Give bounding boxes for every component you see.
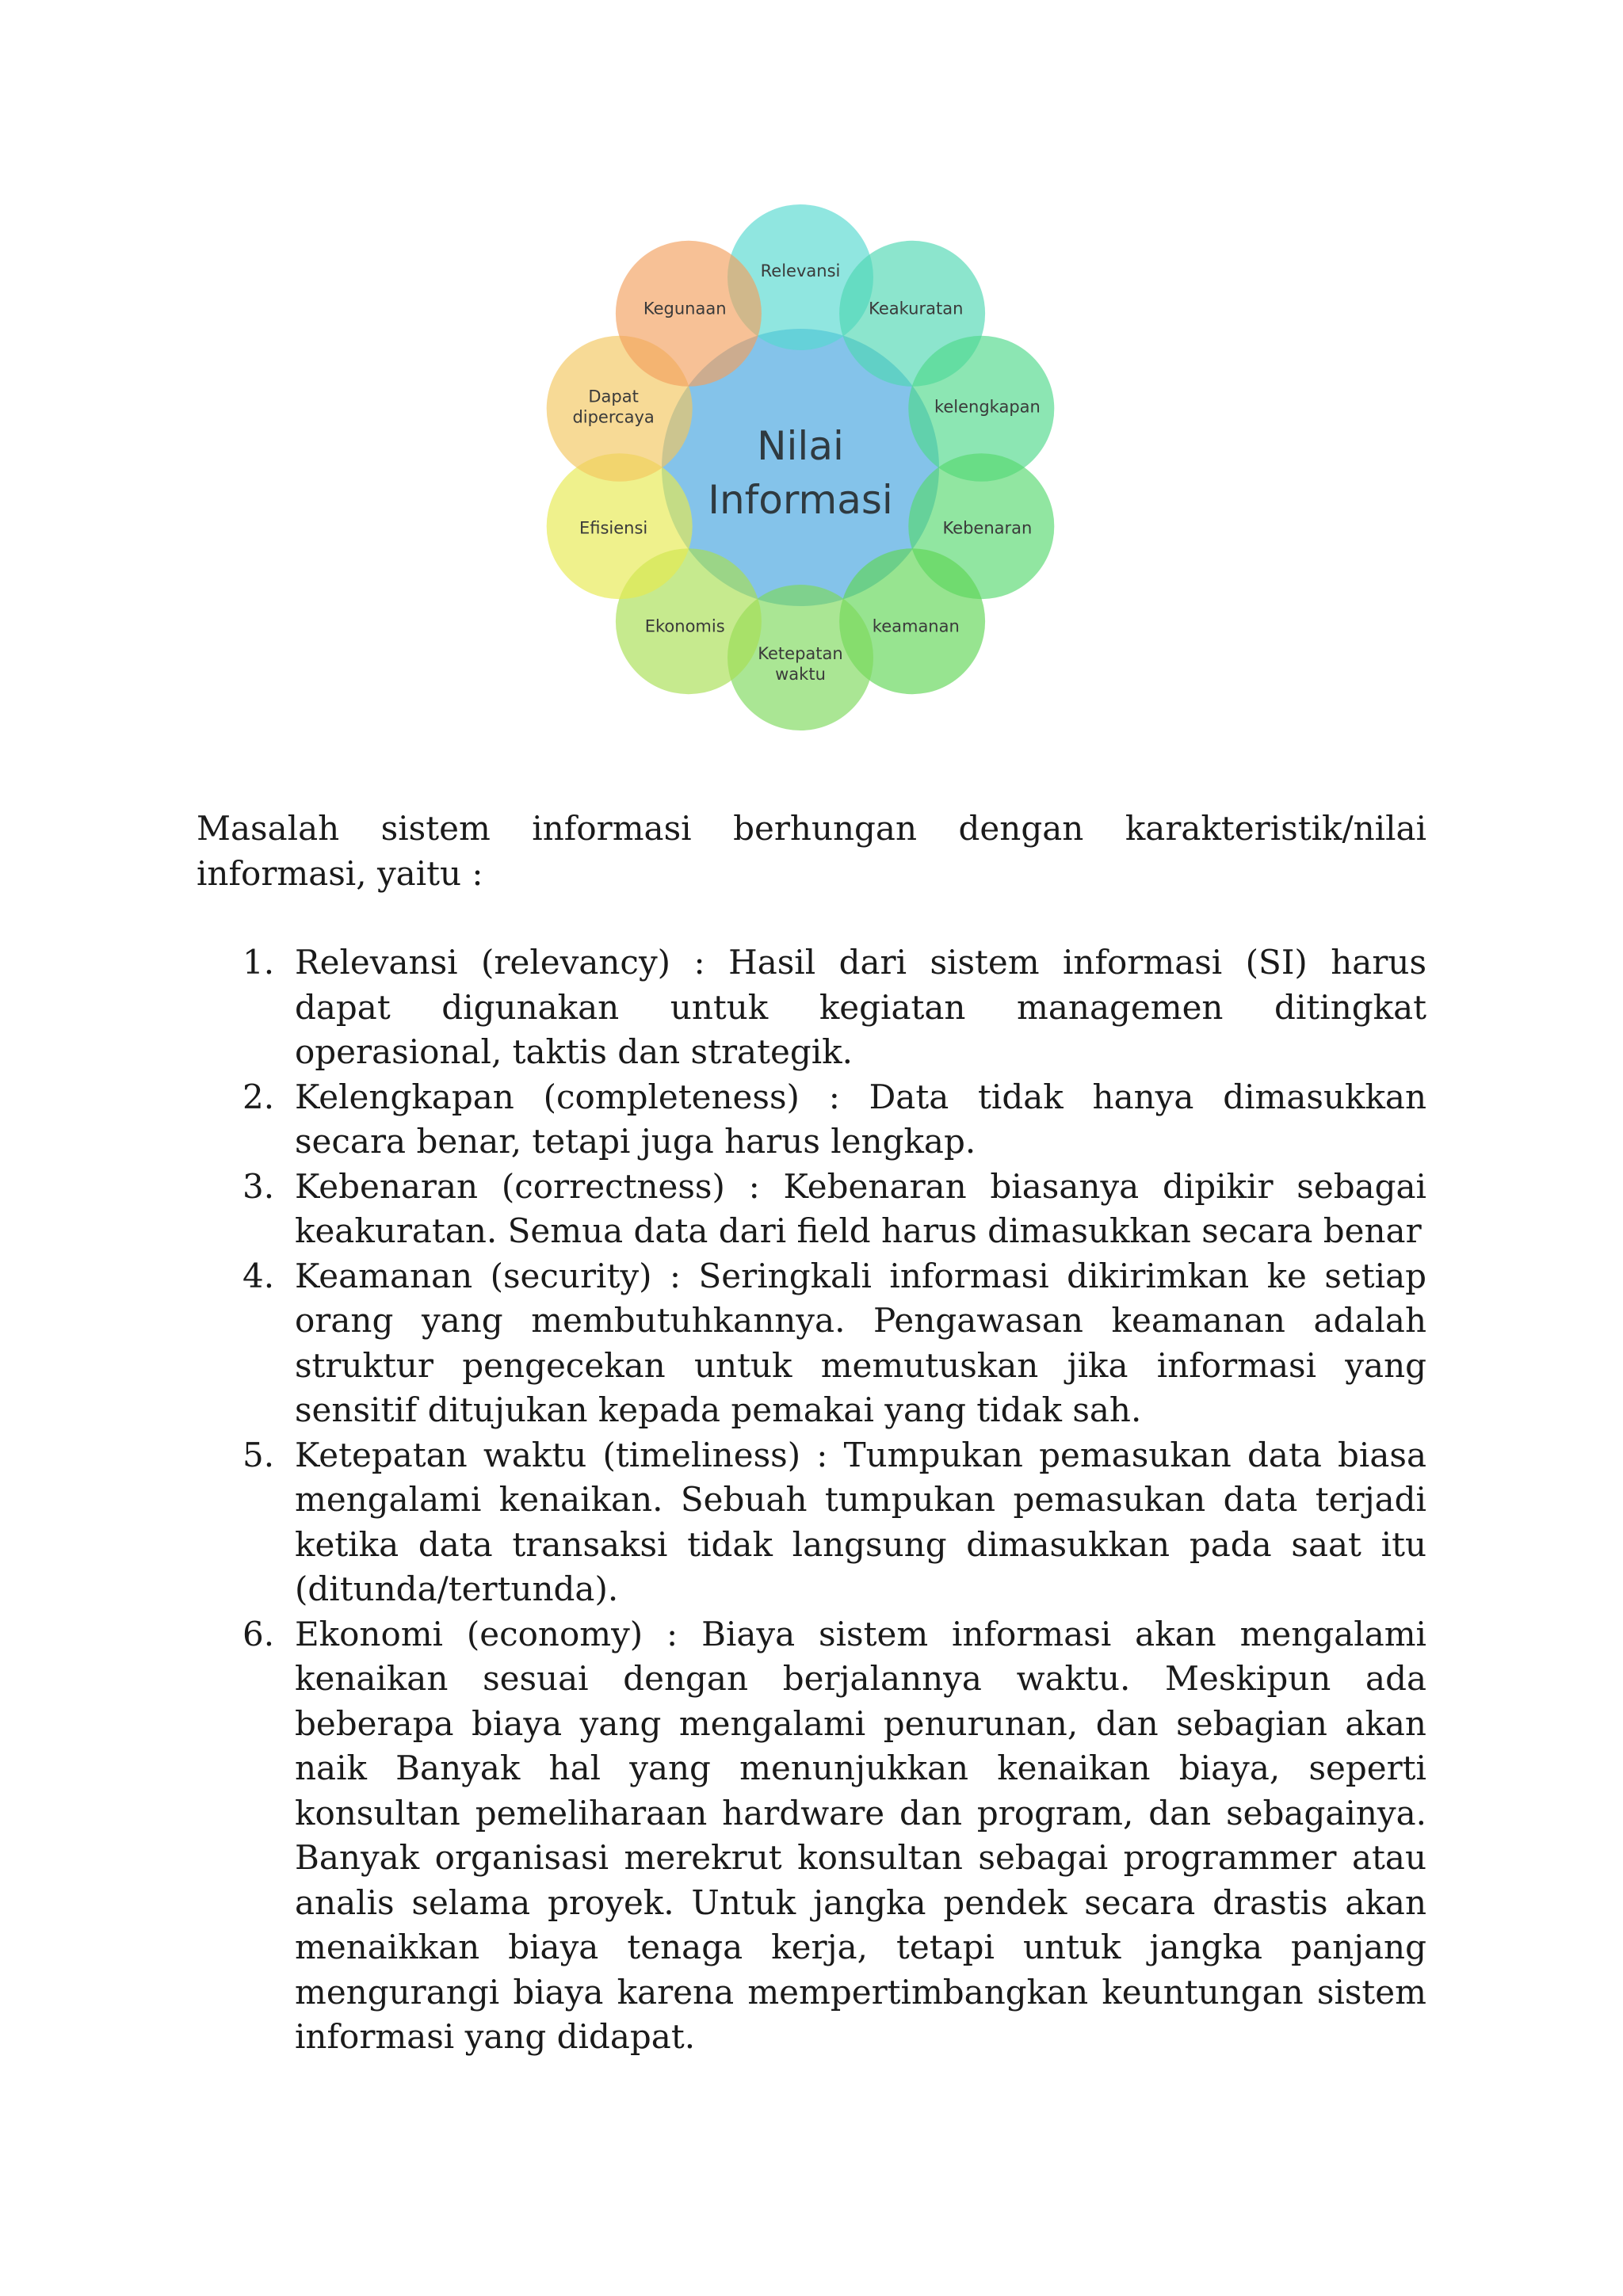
list-item [197, 1075, 1426, 1165]
list-item [197, 940, 1426, 1075]
list-item-text: Ekonomi (economy) : Biaya sistem informasi akan mengalami kenaikan sesuai dengan berjalannya waktu. Meskipun ada beberapa biaya yang mengalami penurunan, dan sebagian akan naik Banyak hal yang menunjukkan kenaikan biaya, seperti konsultan pemeliharaan hardware dan program, dan sebagainya. Banyak organisasi merekrut konsultan sebagai programmer atau analis selama proyek. Untuk jangka pendek secara drastis akan menaikkan biaya tenaga kerja, tetapi untuk jangka panjang mengurangi biaya karena mempertimbangkan keuntungan sistem informasi yang didapat. [295, 1614, 1426, 2056]
petal-label: Ketepatan [758, 644, 843, 663]
list-item-text: Relevansi (relevancy) : Hasil dari sistem informasi (SI) harus dapat digunakan untuk kegiatan managemen ditingkat operasional, taktis dan strategik. [295, 943, 1426, 1071]
list-number: 3. [242, 1166, 275, 1206]
list-number: 2. [242, 1077, 275, 1116]
diagram-svg [523, 182, 1078, 753]
petal-label: Kebenaran [942, 518, 1033, 538]
list-number: 6. [242, 1614, 275, 1653]
petal-label: Kegunaan [643, 299, 727, 318]
list-item [197, 1433, 1426, 1612]
intro-paragraph: Masalah sistem informasi berhungan dengan karakteristik/nilai informasi, yaitu : [197, 809, 1426, 893]
petal-label: Efisiensi [579, 518, 648, 538]
petal-label: Dapat [588, 387, 639, 406]
list-number: 1. [242, 943, 275, 982]
petal-label: keamanan [872, 616, 960, 636]
list-item-text: Keamanan (security) : Seringkali informasi dikirimkan ke setiap orang yang membutuhkannya. Pengawasan keamanan adalah struktur pengecekan untuk memutuskan jika informasi yang sensitif ditujukan kepada pemakai yang tidak sah. [295, 1256, 1426, 1429]
center-label-line1: Nilai [757, 423, 844, 469]
characteristics-list [197, 940, 1426, 2060]
petal-label: Relevansi [760, 261, 841, 280]
list-item [197, 1612, 1426, 2060]
list-item [197, 1254, 1426, 1433]
nilai-informasi-diagram [523, 182, 1078, 753]
document-body [197, 807, 1426, 2060]
list-item-text: Kelengkapan (completeness) : Data tidak hanya dimasukkan secara benar, tetapi juga harus lengkap. [295, 1077, 1426, 1161]
center-label-line2: Informasi [708, 477, 893, 523]
list-number: 4. [242, 1256, 275, 1295]
list-item-text: Kebenaran (correctness) : Kebenaran biasanya dipikir sebagai keakuratan. Semua data dari field harus dimasukkan secara benar [295, 1166, 1426, 1250]
petal-label: kelengkapan [934, 397, 1041, 417]
list-item [197, 1165, 1426, 1254]
petal-label: Ekonomis [644, 616, 725, 636]
petal-label-line2: dipercaya [572, 407, 655, 427]
petal-label-line2: waktu [775, 665, 826, 684]
petal-label: Keakuratan [869, 299, 964, 318]
list-item-text: Ketepatan waktu (timeliness) : Tumpukan pemasukan data biasa mengalami kenaikan. Sebuah tumpukan pemasukan data terjadi ketika data transaksi tidak langsung dimasukkan pada saat itu (ditunda/tertunda). [295, 1435, 1426, 1608]
list-number: 5. [242, 1435, 275, 1474]
